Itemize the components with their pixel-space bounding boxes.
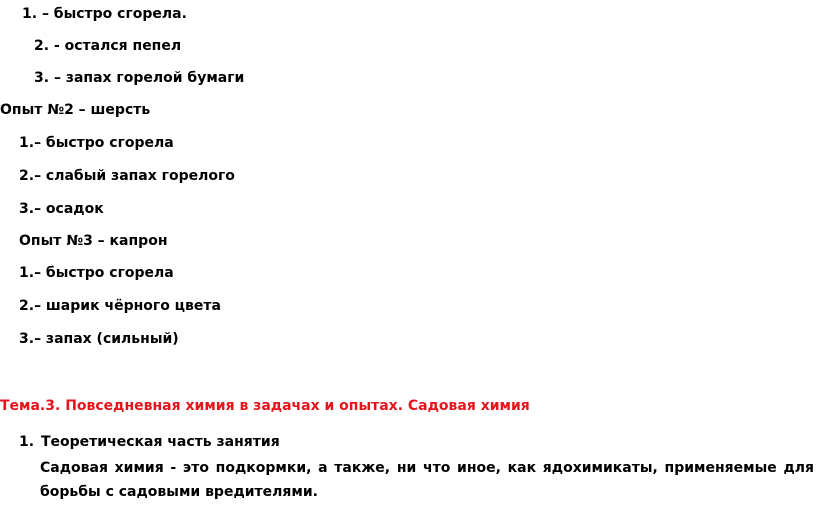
list-item	[19, 433, 280, 451]
list-text: – быстро сгорела.	[41, 6, 187, 22]
list-text: – шарик чёрного цвета	[34, 298, 221, 314]
list-text: – быстро сгорела	[34, 135, 174, 151]
list-item	[34, 37, 181, 55]
paragraph-line: Садовая химия - это подкормки, а также, ни что иное, как ядохимикаты, применяемые для	[40, 460, 814, 476]
list-text: - остался пепел	[53, 38, 182, 54]
list-number: 3.	[34, 70, 50, 86]
list-item	[19, 297, 221, 315]
list-item	[19, 167, 235, 185]
topic-paragraph	[40, 456, 814, 504]
list-item	[19, 330, 179, 348]
list-number: 1.	[19, 434, 35, 450]
list-text: – запах (сильный)	[34, 331, 179, 347]
experiment-2-heading: Опыт №2 – шерсть	[0, 102, 151, 118]
list-number: 1.	[22, 6, 38, 22]
list-text: – запах горелой бумаги	[53, 70, 245, 86]
list-number: 3.	[19, 201, 35, 217]
list-number: 2.	[19, 298, 35, 314]
list-text: – быстро сгорела	[34, 265, 174, 281]
list-item	[19, 134, 174, 152]
list-number: 2.	[34, 38, 50, 54]
list-number: 1.	[19, 265, 35, 281]
topic-title: Тема.3. Повседневная химия в задачах и опытах. Садовая химия	[0, 398, 530, 414]
list-text: Теоретическая часть занятия	[41, 434, 280, 450]
list-item	[19, 264, 174, 282]
list-text: – осадок	[34, 201, 104, 217]
list-text: – слабый запах горелого	[34, 168, 235, 184]
list-item	[19, 200, 104, 218]
list-item	[22, 5, 187, 23]
list-number: 3.	[19, 331, 35, 347]
list-number: 1.	[19, 135, 35, 151]
experiment-3-heading: Опыт №3 – капрон	[19, 233, 168, 249]
list-item	[34, 69, 244, 87]
list-number: 2.	[19, 168, 35, 184]
paragraph-line: борьбы с садовыми вредителями.	[40, 484, 318, 500]
